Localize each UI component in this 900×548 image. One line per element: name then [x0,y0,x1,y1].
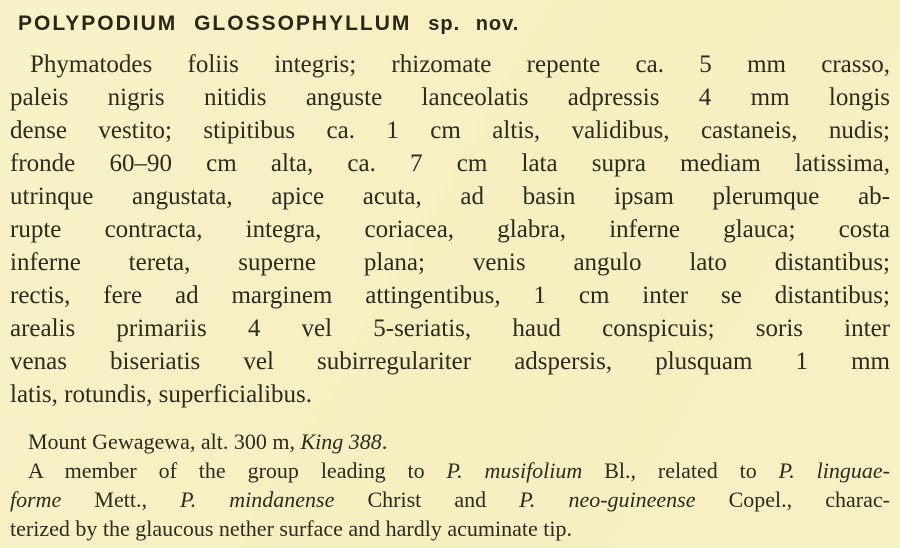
text-line [10,485,890,514]
text-line [10,427,890,456]
text-line [10,456,890,485]
italic-text-segment: forme [10,487,62,512]
text-segment: latis, rotundis, superficialibus. [10,381,313,408]
text-segment: rectis, fere ad marginem attingentibus, 1 cm inter se distantibus; [10,282,890,309]
text-segment: paleis nigris nitidis anguste lanceolatis adpressis 4 mm longis [10,84,890,111]
text-line [10,514,890,543]
text-segment: Christ and [334,487,520,512]
italic-text-segment: P. neo-guineense [519,487,696,512]
text-line [10,345,890,378]
text-line [10,147,890,180]
text-segment: terized by the glaucous nether surface and hardly acuminate tip. [10,516,572,541]
text-line [10,114,890,147]
text-line [10,312,890,345]
text-segment: venas biseriatis vel subirregulariter adspersis, plusquam 1 mm [10,348,890,375]
italic-text-segment: P. mindanense [180,487,335,512]
text-segment: arealis primariis 4 vel 5-seriatis, haud conspicuis; soris inter [10,315,890,342]
remarks-paragraph [10,456,890,543]
text-segment: A member of the group leading to [28,458,447,483]
text-segment: rupte contracta, integra, coriacea, glabra, inferne glauca; costa [10,216,890,243]
text-segment: utrinque angustata, apice acuta, ad basin ipsam plerumque ab- [10,183,890,210]
locality-paragraph [10,427,890,456]
text-line [10,48,890,81]
italic-text-segment: P. musifolium [446,458,583,483]
text-line [10,81,890,114]
species-designation: sp. nov. [428,13,520,35]
text-segment: Bl., related to [582,458,779,483]
species-heading [18,12,890,36]
text-segment: Copel., charac- [695,487,890,512]
text-line [10,279,890,312]
latin-diagnosis-paragraph [10,48,890,411]
text-segment: . [381,429,388,454]
text-segment: fronde 60–90 cm alta, ca. 7 cm lata supra mediam latissima, [10,150,890,177]
text-line [10,213,890,246]
text-segment: Phymatodes foliis integris; rhizomate repente ca. 5 mm crasso, [30,51,890,78]
text-segment: inferne tereta, superne plana; venis angulo lato distantibus; [10,249,890,276]
species-name: POLYPODIUM GLOSSOPHYLLUM [18,12,412,35]
italic-text-segment: P. linguae- [778,458,890,483]
text-line [10,180,890,213]
italic-text-segment: King 388 [300,429,382,454]
text-segment: Mett., [61,487,181,512]
text-line [10,378,890,411]
text-line [10,246,890,279]
text-segment: dense vestito; stipitibus ca. 1 cm altis, validibus, castaneis, nudis; [10,117,890,144]
text-segment: Mount Gewagewa, alt. 300 m, [28,429,301,454]
